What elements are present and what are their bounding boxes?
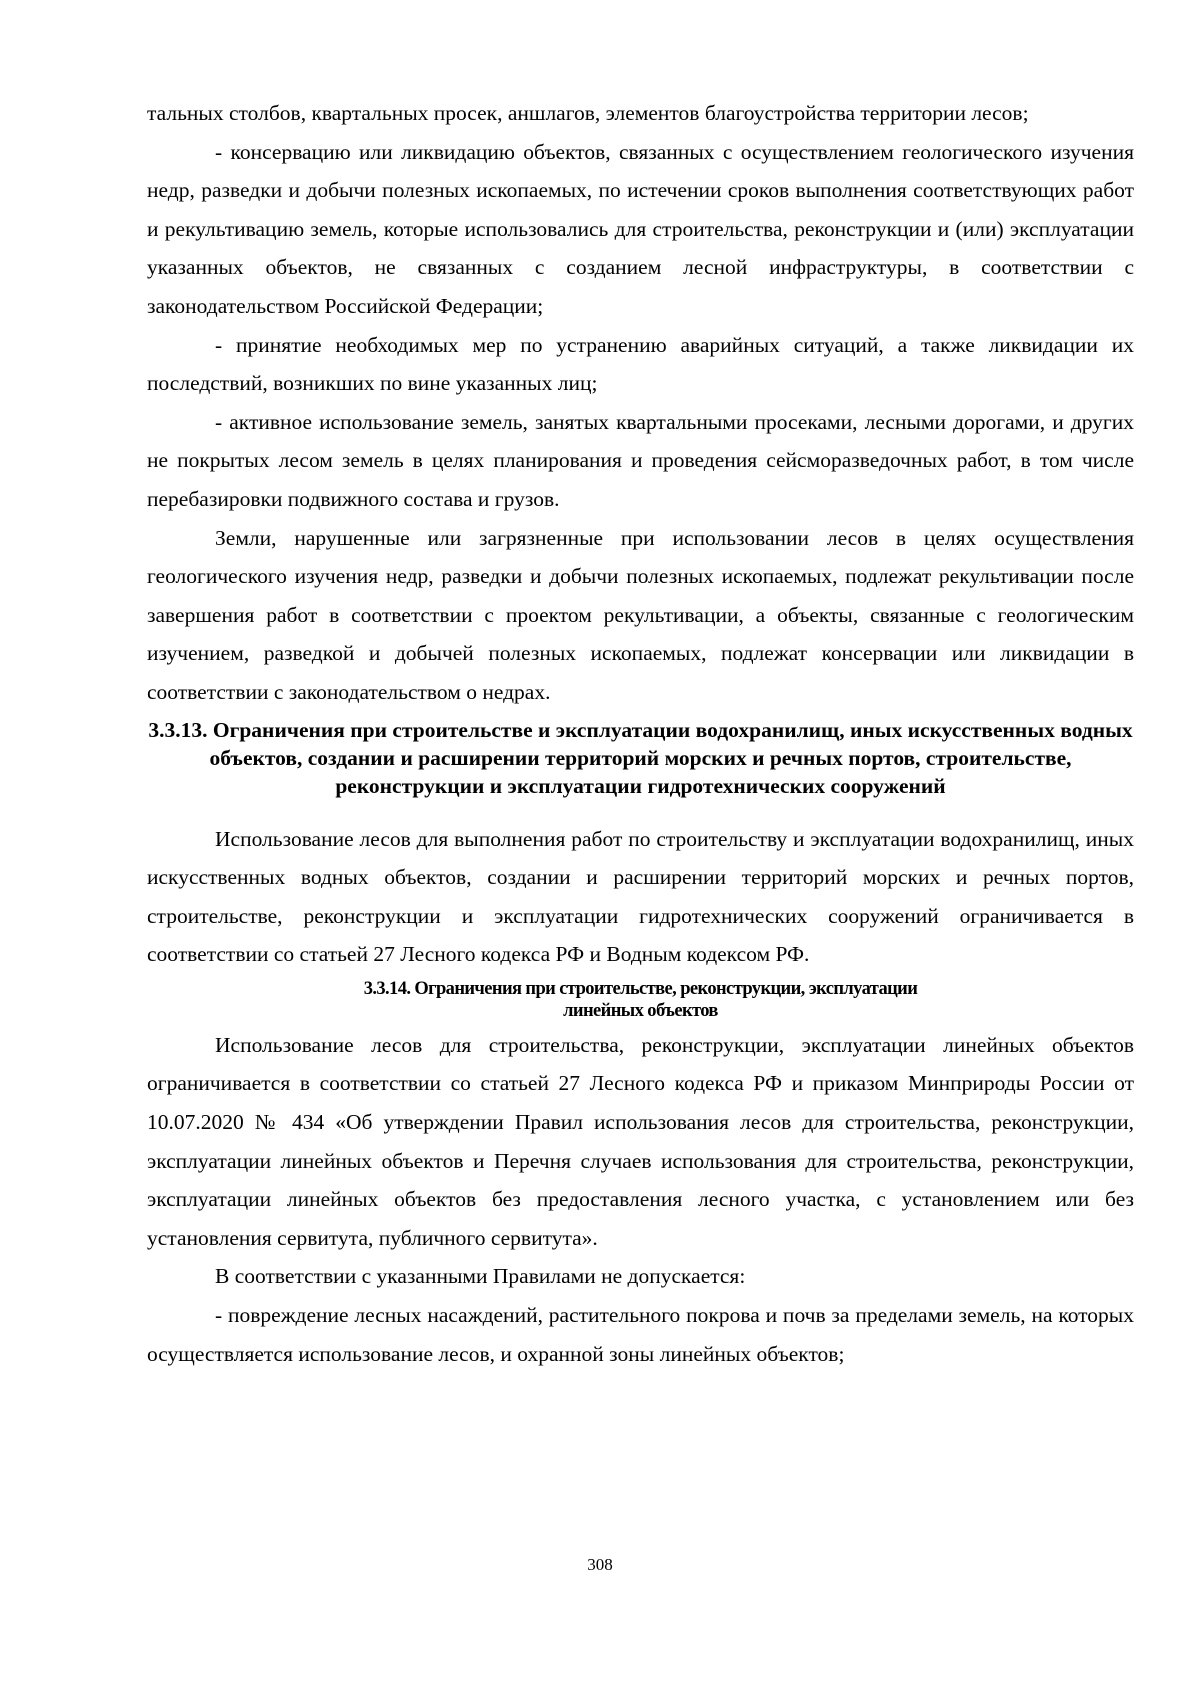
list-item-conservation: - консервацию или ликвидацию объектов, связанных с осуществлением геологического изучения недр, разведки и добычи полезных ископаемых, по истечении сроков выполнения соответствующих работ и рекультивацию земель, которые использовались для строительства, реконструкции и (или) эксплуатации указанных объектов, не связанных с созданием лесной инфраструктуры, в соответствии с законодательством Российской Федерации; — [147, 139, 1134, 318]
page-number: 308 — [587, 1555, 613, 1574]
page-body — [147, 94, 1134, 1373]
paragraph-not-allowed: В соответствии с указанными Правилами не допускается: — [215, 1264, 746, 1289]
list-item-active-land-use: - активное использование земель, занятых квартальными просеками, лесными дорогами, и других не покрытых лесом земель в целях планирования и проведения сейсморазведочных работ, в том числе перебазировки подвижного состава и грузов. — [147, 409, 1134, 511]
section-heading-3-3-14-line-2: линейных объектов — [563, 1000, 718, 1021]
paragraph-continuation: тальных столбов, квартальных просек, аншлагов, элементов благоустройства территории лесов; — [147, 101, 1029, 125]
section-heading-3-3-14-line-1: 3.3.14. Ограничения при строительстве, реконструкции, эксплуатации — [363, 978, 918, 999]
paragraph-linear-objects: Использование лесов для строительства, реконструкции, эксплуатации линейных объектов ограничивается в соответствии со статьей 27 Лесного кодекса РФ и приказом Минприроды России от 10.07.2020 № 434 «Об утверждении Правил использования лесов для строительства, реконструкции, эксплуатации линейных объектов и Перечня случаев использования для строительства, реконструкции, эксплуатации линейных объектов без предоставления лесного участка, с установлением или без установления сервитута, публичного сервитута». — [147, 1032, 1134, 1250]
paragraph-land-reclamation: Земли, нарушенные или загрязненные при использовании лесов в целях осуществления геологического изучения недр, разведки и добычи полезных ископаемых, подлежат рекультивации после завершения работ в соответствии с проектом рекультивации, а объекты, связанные с геологическим изучением, разведкой и добычей полезных ископаемых, подлежат консервации или ликвидации в соответствии с законодательством о недрах. — [147, 525, 1134, 704]
paragraph-reservoirs-ports: Использование лесов для выполнения работ по строительству и эксплуатации водохранилищ, иных искусственных водных объектов, создании и расширении территорий морских и речных портов, строительстве, реконструкции и эксплуатации гидротехнических сооружений ограничивается в соответствии со статьей 27 Лесного кодекса РФ и Водным кодексом РФ. — [147, 826, 1134, 967]
list-item-damage-prohibited: - повреждение лесных насаждений, растительного покрова и почв за пределами земель, на которых осуществляется использование лесов, и охранной зоны линейных объектов; — [147, 1303, 1134, 1366]
section-heading-3-3-13: 3.3.13. Ограничения при строительстве и эксплуатации водохранилищ, иных искусственных водных объектов, создании и расширении территорий морских и речных портов, строительстве, реконструкции и эксплуатации гидротехнических сооружений — [148, 717, 1133, 798]
list-item-emergency-measures: - принятие необходимых мер по устранению аварийных ситуаций, а также ликвидации их последствий, возникших по вине указанных лиц; — [147, 332, 1134, 396]
section-heading-3-3-14 — [147, 978, 1134, 1022]
